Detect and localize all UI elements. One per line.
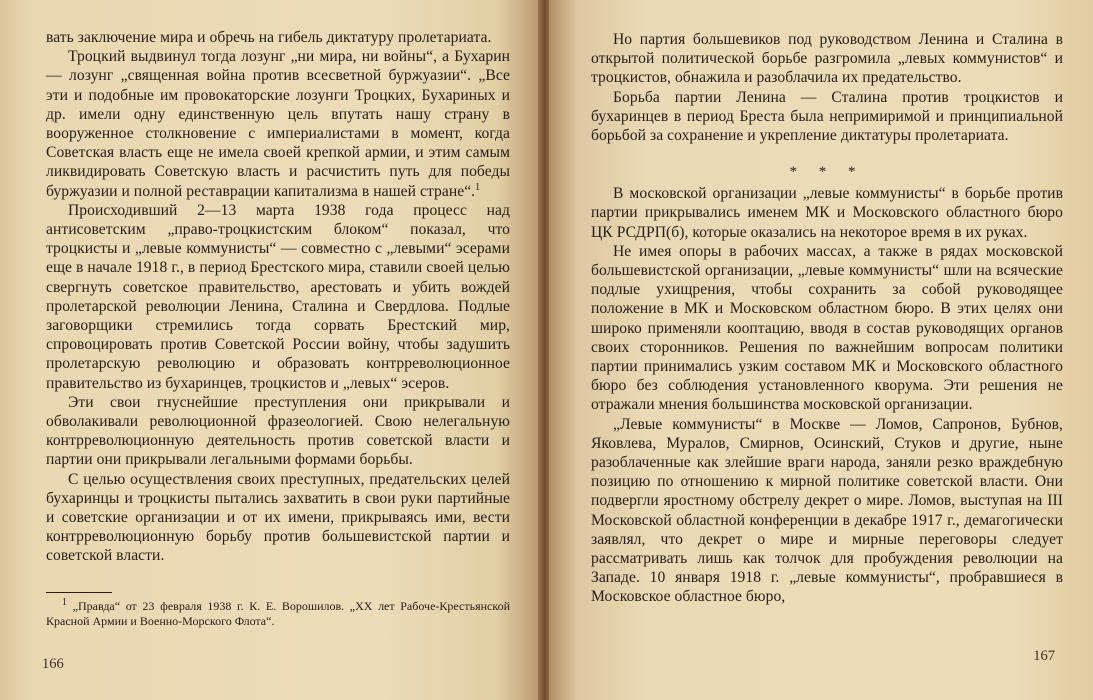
- paragraph: Не имея опоры в рабочих массах, а также в рядах московской большевистской организации, „левые коммунисты“ шли на всяческие подлые ухищрения, чтобы сохранить за собой руководящее положение в МК и Московском областном бюро. В этих целях они широко применяли кооптацию, вводя в состав руководящих органов своих сторонников. Решения по важнейшим вопросам политики партии принимались узким составом МК и Московского областного бюро без соблюдения установленного кворума. Эти решения не отражали мнения большинства московской организации.: [591, 242, 1063, 414]
- section-separator: * * *: [789, 164, 865, 181]
- paragraph: С целью осуществления своих преступных, предательских целей бухаринцы и троцкисты пытались захватить в свои руки партийные и советские организации и от их имени, прикрываясь ими, вести контрреволюционную борьбу против большевистской партии и советской власти.: [46, 470, 510, 565]
- paragraph: „Левые коммунисты“ в Москве — Ломов, Сапронов, Бубнов, Яковлева, Муралов, Смирнов, Осинский, Стуков и другие, ныне разоблаченные как злейшие враги народа, заняли резко враждебную позицию по отношению к мирной политике советской власти. Они подвергли яростному обстрелу декрет о мире. Ломов, выступая на III Московской областной конференции в декабре 1917 г., демагогически заявлял, что декрет о мире и мирные переговоры следует рассматривать лишь как толчок для пробуждения революции на Западе. 10 января 1918 г. „левые коммунисты“, пробравшиеся в Московское областное бюро,: [591, 415, 1063, 606]
- page-number: 167: [1033, 648, 1055, 664]
- footnote-marker: 1: [62, 596, 67, 608]
- paragraph-text: Троцкий выдвинул тогда лозунг „ни мира, ни войны“, а Бухарин — лозунг „священная война против всесветной буржуазии“. „Все эти и подобные им провокаторские лозунги Троцких, Бухариных и др. имели одну единственную цель впутать нашу страну в вооруженное столкновение с империалистами в момент, когда Советская власть еще не имела своей крепкой армии, и этим самым ликвидировать Советскую власть и расчистить путь для победы буржуазии и полной реставрации капитализма в нашей стране“.: [46, 48, 510, 200]
- footnote-text: „Правда“ от 23 февраля 1938 г. К. Е. Ворошилов. „XX лет Рабоче-Крестьянской Красной Армии и Военно-Морского Флота“.: [46, 598, 510, 629]
- footnote-divider: [46, 592, 112, 593]
- paragraph: Происходивший 2—13 марта 1938 года процесс над антисоветским „право-троцкистским блоком“ показал, что троцкисты и „левые коммунисты“ — совместно с „левыми“ эсерами еще в начале 1918 г., в период Брестского мира, ставили своей целью свергнуть советское правительство, арестовать и убить вождей пролетарской революции Ленина, Сталина и Свердлова. Подлые заговорщики стремились тогда сорвать Брестский мир, спровоцировать против Советской России войну, чтобы задушить пролетарскую революцию и образовать контрреволюционное правительство из бухаринцев, троцкистов и „левых“ эсеров.: [46, 201, 510, 392]
- paragraph: Но партия большевиков под руководством Ленина и Сталина в открытой политической борьбе разгромила „левых коммунистов“ и троцкистов, обнажила и разоблачила их предательство.: [591, 31, 1063, 87]
- paragraph: В московской организации „левые коммунисты“ в борьбе против партии прикрывались именем МК и Московского областного бюро ЦК РСДРП(б), которые оказались на некоторое время в их руках.: [591, 185, 1063, 241]
- footnote: [46, 596, 510, 630]
- footnote-ref: 1: [475, 181, 481, 193]
- left-page: [0, 0, 540, 700]
- paragraph: Борьба партии Ленина — Сталина против троцкистов и бухаринцев в период Бреста была непримиримой и принципиальной борьбой за сохранение и укрепление диктатуры пролетариата.: [591, 88, 1063, 145]
- paragraph: Эти свои гнуснейшие преступления они прикрывали и обволакивали революционной фразеологией. Свою нелегальную контрреволюционную деятельность против советской власти и партии они прикрывали легальными формами борьбы.: [46, 393, 510, 469]
- paragraph: вать заключение мира и обречь на гибель диктатуру пролетариата.: [46, 29, 492, 46]
- right-page: [549, 0, 1093, 700]
- paragraph: [46, 47, 510, 201]
- page-number: 166: [42, 656, 64, 672]
